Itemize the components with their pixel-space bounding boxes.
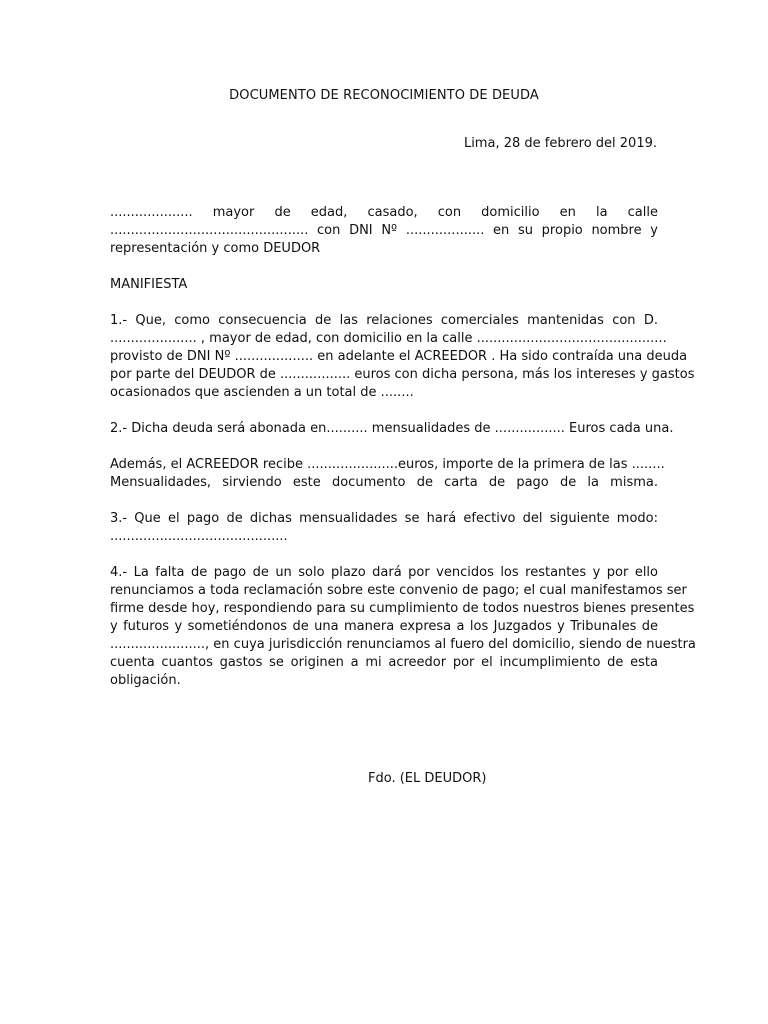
clause-2 xyxy=(110,420,674,438)
clause-4-line-6: cuenta cuantos gastos se originen a mi acreedor por el incumplimiento de esta xyxy=(110,655,658,670)
clause-1-line-3: provisto de DNI Nº ................... en adelante el ACREEDOR . Ha sido contraída una deuda xyxy=(110,349,688,364)
clause-2-extra-line-1: Además, el ACREEDOR recibe ......................euros, importe de la primera de las ........ xyxy=(110,457,665,472)
clause-4-line-1: 4.- La falta de pago de un solo plazo dará por vencidos los restantes y por ello xyxy=(110,565,658,580)
clause-1-line-5: ocasionados que ascienden a un total de ........ xyxy=(110,385,414,400)
clause-4-line-5: ......................., en cuya jurisdicción renunciamos al fuero del domicilio, siendo de nuestra xyxy=(110,637,696,652)
intro-line-2: ................................................ con DNI Nº ................... en su propio nombre y xyxy=(110,223,658,238)
manifiesta-heading xyxy=(110,276,658,294)
clause-1 xyxy=(110,312,695,402)
clause-4-line-7: obligación. xyxy=(110,673,181,688)
clause-4 xyxy=(110,564,696,690)
clause-1-line-4: por parte del DEUDOR de ................. euros con dicha persona, más los intereses y gastos xyxy=(110,367,695,382)
clause-4-line-4: y futuros y sometiéndonos de una manera expresa a los Juzgados y Tribunales de xyxy=(110,619,658,634)
clause-4-line-2: renunciamos a toda reclamación sobre este convenio de pago; el cual manifestamos ser xyxy=(110,583,687,598)
date-line: Lima, 28 de febrero del 2019. xyxy=(463,136,657,151)
clause-4-line-3: firme desde hoy, respondiendo para su cumplimiento de todos nuestros bienes presentes xyxy=(110,601,695,616)
intro-paragraph xyxy=(110,204,658,258)
signature-line: Fdo. (EL DEUDOR) xyxy=(368,771,487,786)
clause-2-extra xyxy=(110,456,665,492)
intro-line-3: representación y como DEUDOR xyxy=(110,241,321,256)
heading-text: MANIFIESTA xyxy=(110,277,188,292)
clause-1-line-2: ..................... , mayor de edad, con domicilio en la calle .............................................. xyxy=(110,331,667,346)
clause-3 xyxy=(110,510,658,546)
clause-2-line-1: 2.- Dicha deuda será abonada en.......... mensualidades de ................. Euros cada una. xyxy=(110,421,674,436)
document-body xyxy=(110,204,696,690)
clause-3-line-1: 3.- Que el pago de dichas mensualidades se hará efectivo del siguiente modo: xyxy=(110,511,658,526)
clause-1-line-1: 1.- Que, como consecuencia de las relaciones comerciales mantenidas con D. xyxy=(110,313,658,328)
clause-3-line-2: ........................................... xyxy=(110,529,288,544)
clause-2-extra-line-2: Mensualidades, sirviendo este documento de carta de pago de la misma. xyxy=(110,475,658,490)
intro-line-1: .................... mayor de edad, casado, con domicilio en la calle xyxy=(110,205,658,220)
document-title: DOCUMENTO DE RECONOCIMIENTO DE DEUDA xyxy=(229,88,539,103)
